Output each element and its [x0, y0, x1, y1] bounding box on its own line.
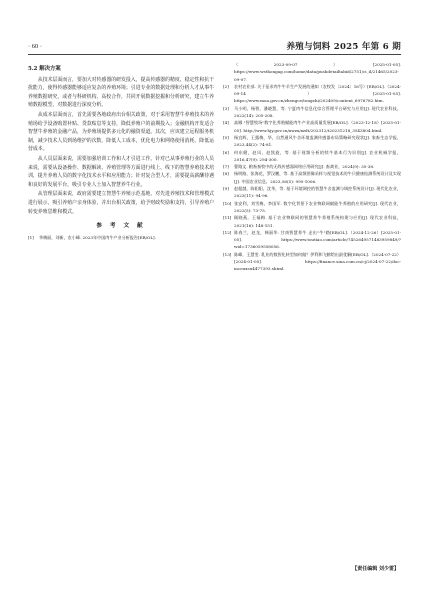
reference-text: 陈春兰，赵龙，韩丽华. 甘南智慧养牛 走出"牛"路[EB/OL].（2024-12-26）[2025-01-05]. https://www.toutiao.com/article/7452649571483959849/?wid=1736059558056.	[234, 229, 401, 250]
reference-item	[223, 170, 401, 185]
reference-item	[223, 105, 401, 120]
left-column	[28, 61, 214, 241]
reference-item	[223, 185, 401, 200]
reference-text: 张安利，刘雪梅，李国军. 数字化背景下农业物联网赋能牛养殖的应用研究[J]. 现代农业，2022(5): 73-75.	[234, 200, 401, 213]
reference-text: 曹路文. 粮畜畜牧中的无线传感器网络应用研究[J]. 畜禽业，2024(9): 35-38.	[234, 164, 375, 170]
reference-number: [7]	[223, 164, 229, 170]
reference-number: [1]	[28, 234, 34, 240]
reference-number: [11]	[223, 215, 232, 221]
reference-text: 顾晓燕，王福梅. 基于农业物联网的智慧养牛养殖系统构建与应用[J]. 现代农业科技，2021(16): 148-151.	[234, 215, 401, 228]
reference-text: 高娜."智慧牧场"数字化养殖赋能肉牛产业高质量发展[EB/OL].（2023-12-18）[2025-01-05]. http://www.hjy.gov.cn/xwzx/xzdt/202312/t20231218_3543804.html.	[234, 120, 401, 133]
reference-text: 赵超越，陈阳阳，沈华，等. 基于环境调控的智慧牛舍监测与调控系统设计[J]. 现代化农业，2023(11): 94-96.	[234, 186, 401, 199]
reference-number: [13]	[223, 251, 232, 257]
references-right-list	[223, 61, 401, 273]
reference-item	[223, 149, 401, 164]
reference-item	[223, 163, 401, 170]
journal-header: 养殖与饲料 2025 年第 6 期	[286, 42, 401, 52]
paragraph-management: 从管理层面来说，政府需要建立智慧牛养殖示范基地，对先进养殖技术和管理模式进行展示，吸引养殖户亲身体验，并出台相关政策，给予财政奖励和支持，引导养殖户转变养殖思维和模式。	[28, 191, 214, 215]
section-heading: 5.2 解决方案	[28, 66, 61, 72]
reference-text: 农村农业部. 关于征求肉牛牛羊生产发展的通知（农牧发〔2024〕16号）[EB/OL].（2024-09-14）[2025-01-05]. https://www.moa.gov.cn/zhengce/tongzhi/202409/content_6976782.htm.	[234, 83, 401, 104]
reference-number	[223, 61, 234, 83]
reference-item	[223, 61, 401, 83]
reference-item	[223, 83, 401, 105]
reference-text: 华梅丽，刘新，农小峰. 2023年中国肉牛产业分析报告[EB/OL].	[39, 234, 156, 240]
paragraph-technology: 从技术层面而言，要加大对传感器的研发投入，提高传感器的精度、稳定性和抗干扰能力，使得传感器能够适应复杂的养殖环境；引进专业的数据处理和分析人才从事牛养殖数据研究，或者与科研机构、高校合作，共同开展数据挖掘和分析研究，建立牛养殖数据模型，对数据进行深度分析。	[28, 76, 214, 109]
reference-item	[223, 200, 401, 215]
reference-text: （2023-09-07）[2025-01-05]. https://www.wsthongag.com/home/data/pushdetailtabid/2751/ci_il/21465/2023-09-07.	[234, 62, 401, 82]
paragraph-personnel: 从人员层面来说，需要加强培训工作和人才引进工作。针对已从事养殖行业的人员来说，需要从设备操作、数据解读、养殖管理等方面进行线上、线下的智慧养殖技术培训，提升养殖人员的数字化技术水平和应用能力；针对复合型人才，需要提高薪酬待遇和良好的发展平台，吸引专业人士加入智慧养牛行业。	[28, 155, 214, 188]
reference-item	[223, 229, 401, 251]
reference-item	[223, 134, 401, 149]
reference-number: [2]	[223, 83, 229, 89]
reference-number: [6]	[223, 149, 229, 155]
reference-number: [10]	[223, 200, 232, 206]
reference-text: 马小明，杨智，潘晓慧，等. 宁夏肉牛信息化综合管理平台研究与应用[J]. 现代农业科技，2022(14): 205-208.	[234, 105, 401, 119]
reference-item	[28, 234, 214, 241]
reference-number: [8]	[223, 171, 229, 177]
reference-number: [3]	[223, 105, 229, 111]
reference-item	[223, 251, 401, 273]
reference-number: [9]	[223, 186, 229, 192]
editor-note: 【责任编辑 刘少雷】	[352, 566, 399, 572]
references-title: 参 考 文 献	[96, 223, 146, 230]
right-column	[223, 61, 401, 273]
reference-text: 陈峰，王慧雯. 乳业的数智化转型如何做？伊利和飞鹤给出最优解[EB/OL].（2024-07-22）[2024-01-05]. https://finance.sina.com.cn/cj/2024-07-22/doc-inceuxcx4477393.shtml.	[234, 251, 401, 272]
reference-text: 何东健，赵凤，赵凯旋，等. 基于视频分析的犊牛基本行为识别[J]. 农业机械学报，2016,47(9): 294-300.	[234, 149, 401, 162]
reference-item	[223, 214, 401, 229]
page-number: · 60 ·	[28, 43, 43, 50]
paragraph-cost: 从成本层面而言，首先需要各地政府出台相关政策，对于采用智慧牛养殖技术的养殖场给予设备购置补贴、贷款贴息等支持，降低养殖户的前期投入；金融机构开发适合智慧牛养殖的金融产品，为养殖场提供多元化的融资渠道。其次，应该建立远程服务机制，减少技术人员到场维护的次数，降低人工成本，优化电力和网络使用消耗，降低运营成本。	[28, 111, 214, 153]
reference-number: [12]	[223, 229, 232, 235]
reference-text: 杨明路，张海花，罗汉鹏，等. 基于高频图像采样与视觉技术的牛只健康检测系统设计及实现[J]. 中国农业信息，2023,56(5): 995-1006.	[234, 171, 401, 184]
reference-item	[223, 119, 401, 134]
header-rule	[28, 54, 401, 55]
reference-number: [4]	[223, 120, 229, 126]
reference-number: [5]	[223, 134, 229, 140]
references-left-list	[28, 234, 214, 241]
reference-text: 杨宜辉，王露梅，华，自然通风牛舍环境监测传感器布局策略研究现状[J]. 家畜生态学报，2023,44(2): 74-81.	[234, 134, 401, 148]
